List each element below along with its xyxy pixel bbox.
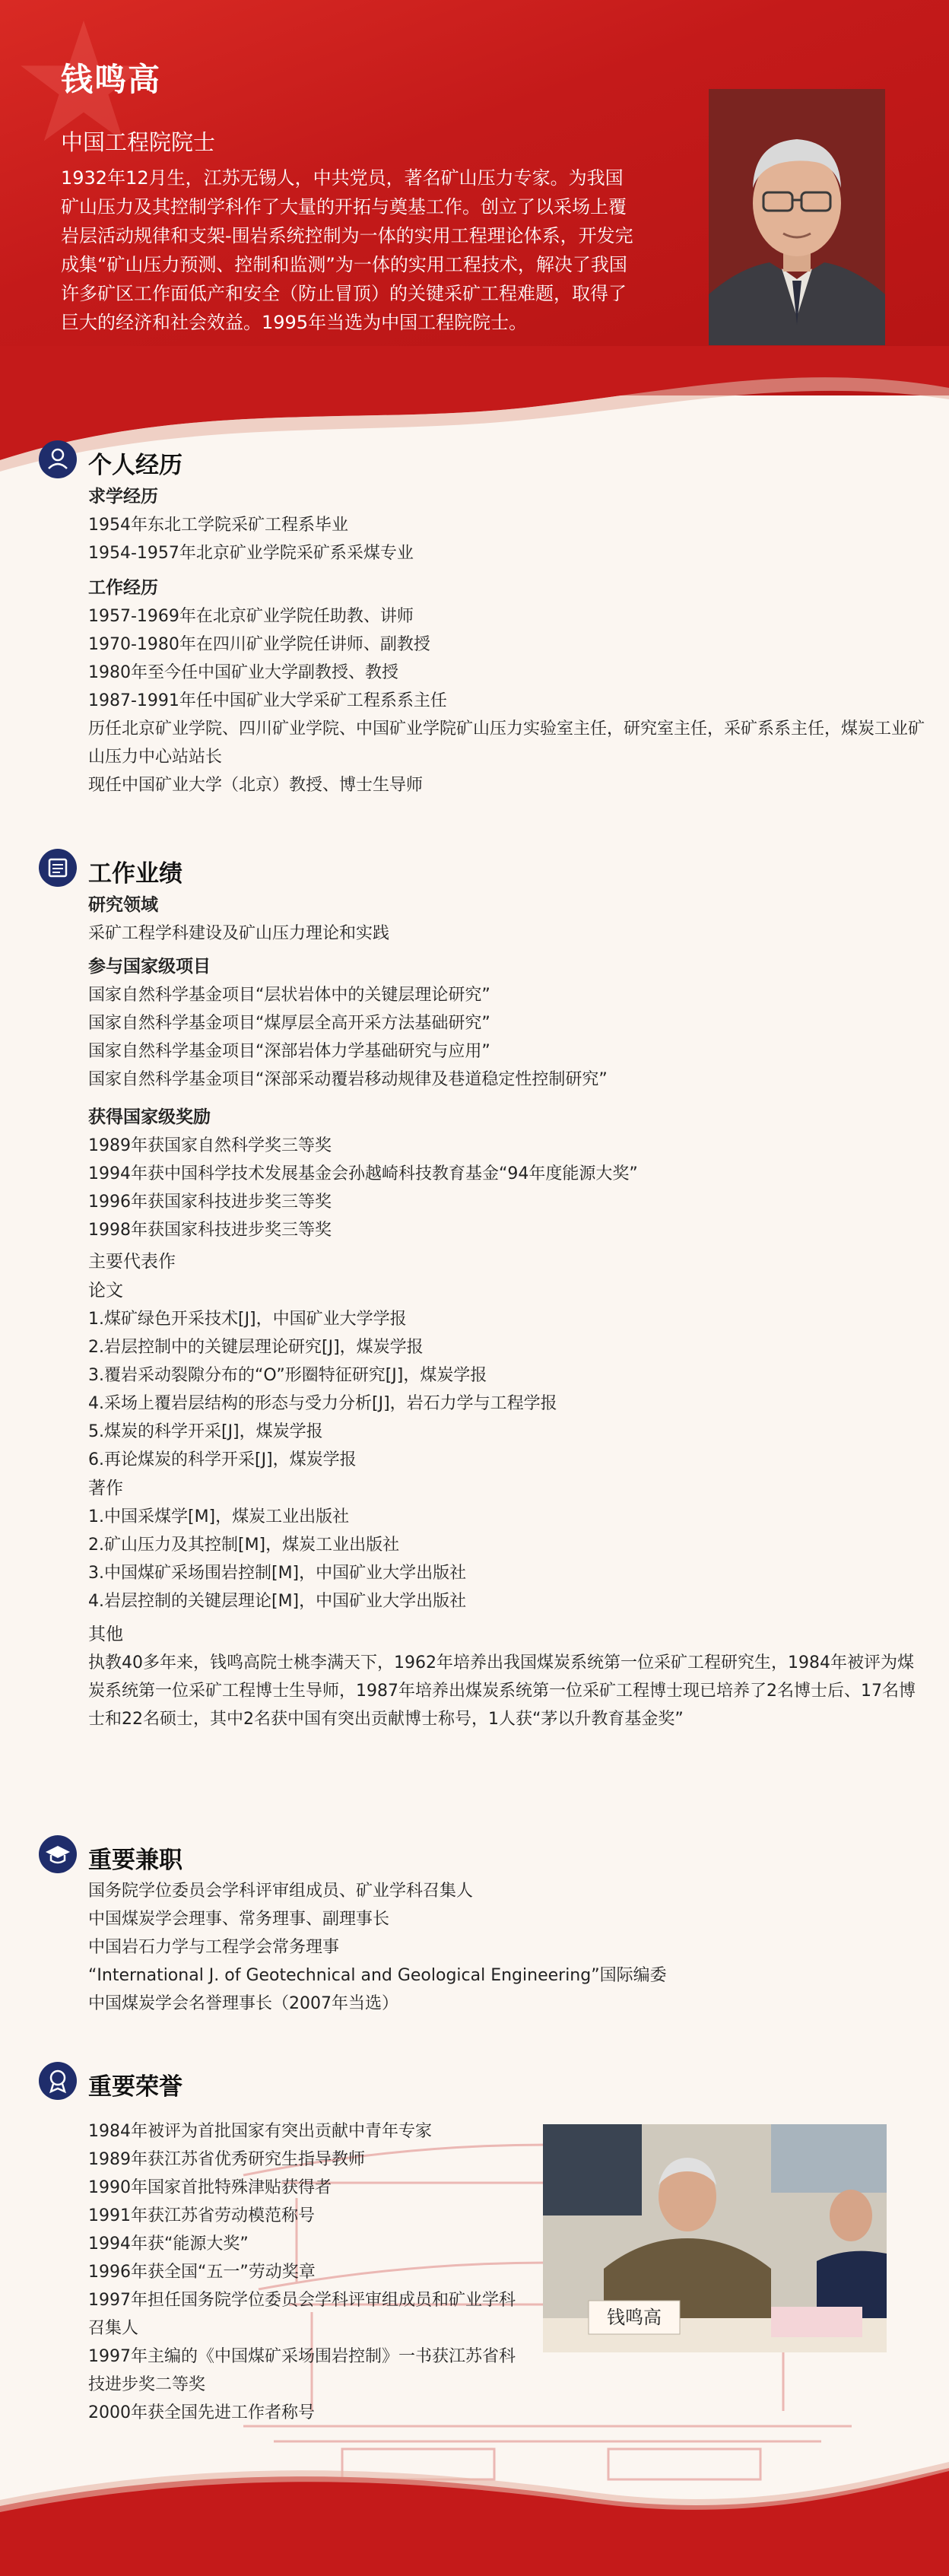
list-item: 1.中国采煤学[M]，煤炭工业出版社 — [88, 1507, 350, 1526]
portrait-illustration — [709, 89, 885, 345]
name-plate-text: 钱鸣高 — [607, 2307, 662, 2328]
subsection-title: 主要代表作 — [88, 1252, 176, 1272]
list-item: 国务院学位委员会学科评审组成员、矿业学科召集人 — [88, 1882, 474, 1901]
footer-wave-decoration — [0, 2453, 949, 2576]
list-item: 1998年获国家科技进步奖三等奖 — [88, 1221, 332, 1240]
header-banner — [0, 0, 949, 395]
list-item: 1970-1980年在四川矿业学院任讲师、副教授 — [88, 635, 430, 654]
list-item: 4.采场上覆岩层结构的形态与受力分析[J]，岩石力学与工程学报 — [88, 1394, 557, 1413]
section-achievements — [38, 848, 916, 1733]
list-item: 1990年国家首批特殊津贴获得者 — [88, 2178, 332, 2197]
list-item: 1996年获国家科技进步奖三等奖 — [88, 1193, 332, 1212]
subsection-title: 参与国家级项目 — [88, 957, 211, 977]
section-title: 重要荣誉 — [88, 2073, 182, 2101]
list-item: 3.中国煤矿采场围岩控制[M]，中国矿业大学出版社 — [88, 1564, 467, 1583]
list-item: 6.再论煤炭的科学开采[J]，煤炭学报 — [88, 1450, 357, 1469]
list-item: 1989年获江苏省优秀研究生指导教师 — [88, 2150, 365, 2169]
list-item: 1954年东北工学院采矿工程系毕业 — [88, 516, 348, 535]
section-positions — [38, 1834, 912, 2018]
other-paragraph: 执教40多年来，钱鸣高院士桃李满天下，1962年培养出我国煤炭系统第一位采矿工程研究生，1984年被评为煤炭系统第一位采矿工程博士生导师，1987年培养出煤炭系统第一位采矿工程博士现已培养了2名博士后、17名博士和22名硕士，其中2名获中国有突出贡献博士称号，1人获“茅以升教育基金奖” — [88, 1653, 916, 1729]
academician-name: 钱鸣高 — [61, 61, 162, 98]
list-item: 国家自然科学基金项目“深部采动覆岩移动规律及巷道稳定性控制研究” — [88, 1070, 608, 1089]
subsection-title: 工作经历 — [88, 578, 158, 598]
meeting-illustration — [543, 2124, 887, 2352]
list-item: 2000年获全国先进工作者称号 — [88, 2403, 315, 2422]
person-icon — [38, 440, 78, 479]
section-title: 工作业绩 — [88, 860, 182, 888]
subsection-title: 获得国家级奖励 — [88, 1107, 211, 1127]
list-item: 1994年获中国科学技术发展基金会孙越崎科技教育基金“94年度能源大奖” — [88, 1164, 638, 1183]
section-title: 重要兼职 — [88, 1847, 182, 1874]
list-item: 2.岩层控制中的关键层理论研究[J]，煤炭学报 — [88, 1338, 424, 1357]
section-title: 个人经历 — [88, 452, 182, 479]
list-item: 1989年获国家自然科学奖三等奖 — [88, 1136, 332, 1155]
medal-icon — [38, 2061, 78, 2101]
list-item: 1984年被评为首批国家有突出贡献中青年专家 — [88, 2122, 432, 2141]
list-item: 国家自然科学基金项目“深部岩体力学基础研究与应用” — [88, 1042, 490, 1061]
list-item: 1.煤矿绿色开采技术[J]，中国矿业大学学报 — [88, 1310, 407, 1329]
list-item: 1987-1991年任中国矿业大学采矿工程系系主任 — [88, 691, 447, 710]
list-item: 1980年至今任中国矿业大学副教授、教授 — [88, 663, 398, 682]
list-item: “International J. of Geotechnical and Geological Engineering”国际编委 — [88, 1966, 667, 1985]
document-icon — [38, 848, 78, 888]
subsection-title: 研究领域 — [88, 895, 158, 915]
list-item: 国家自然科学基金项目“层状岩体中的关键层理论研究” — [88, 986, 490, 1005]
list-item: 1991年获江苏省劳动模范称号 — [88, 2206, 315, 2225]
list-item: 1996年获全国“五一”劳动奖章 — [88, 2263, 316, 2282]
list-item: 中国煤炭学会名誉理事长（2007年当选） — [88, 1994, 398, 2013]
list-item: 2.矿山压力及其控制[M]，煤炭工业出版社 — [88, 1536, 400, 1555]
list-item: 1957-1969年在北京矿业学院任助教、讲师 — [88, 607, 414, 626]
list-item: 中国岩石力学与工程学会常务理事 — [88, 1938, 340, 1957]
list-item: 国家自然科学基金项目“煤厚层全高开采方法基础研究” — [88, 1014, 490, 1033]
academician-title: 中国工程院院士 — [61, 129, 216, 155]
subsection-title: 其他 — [88, 1625, 123, 1644]
portrait-photo — [709, 89, 885, 345]
subsection-title: 论文 — [88, 1281, 123, 1301]
list-item: 1954-1957年北京矿业学院采矿系采煤专业 — [88, 544, 414, 563]
graduation-cap-icon — [38, 1834, 78, 1874]
academician-bio: 1932年12月生，江苏无锡人，中共党员，著名矿山压力专家。为我国矿山压力及其控制学科作了大量的开拓与奠基工作。创立了以采场上覆岩层活动规律和支架-围岩系统控制为一体的实用工程理论体系，开发完成集“矿山压力预测、控制和监测”为一体的实用工程技术，解决了我国许多矿区工作面低产和安全（防止冒顶）的关键采矿工程难题，取得了巨大的经济和社会效益。1995年当选为中国工程院院士。 — [61, 167, 633, 333]
subsection-title: 求学经历 — [88, 487, 158, 507]
subsection-title: 著作 — [88, 1479, 123, 1498]
section-personal — [38, 440, 925, 799]
list-item: 中国煤炭学会理事、常务理事、副理事长 — [88, 1910, 390, 1929]
list-item: 现任中国矿业大学（北京）教授、博士生导师 — [88, 776, 424, 795]
list-item: 3.覆岩采动裂隙分布的“O”形圈特征研究[J]，煤炭学报 — [88, 1366, 487, 1385]
list-item: 历任北京矿业学院、四川矿业学院、中国矿业学院矿山压力实验室主任，研究室主任，采矿系系主任，煤炭工业矿山压力中心站站长 — [88, 719, 925, 767]
research-field: 采矿工程学科建设及矿山压力理论和实践 — [88, 924, 390, 943]
list-item: 5.煤炭的科学开采[J]，煤炭学报 — [88, 1422, 323, 1441]
meeting-photo — [543, 2124, 887, 2352]
list-item: 1997年担任国务院学位委员会学科评审组成员和矿业学科召集人 — [88, 2291, 516, 2338]
list-item: 1997年主编的《中国煤矿采场围岩控制》一书获江苏省科技进步奖二等奖 — [88, 2347, 516, 2394]
list-item: 4.岩层控制的关键层理论[M]，中国矿业大学出版社 — [88, 1592, 467, 1611]
list-item: 1994年获“能源大奖” — [88, 2235, 249, 2254]
